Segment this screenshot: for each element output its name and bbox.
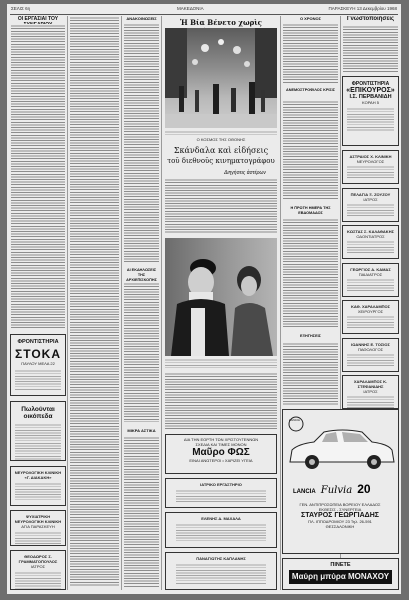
ad-stoka <box>10 334 66 396</box>
doctor-specialty: ΧΕΙΡΟΥΡΓΟΣ <box>357 309 384 314</box>
header-rule <box>10 14 398 15</box>
ad-lab <box>165 478 277 508</box>
ad-tailor <box>165 512 277 548</box>
ad-fos-line4: ΕΙΝΑΙ ΑΝΩΤΕΡΟΙ • ΧΑΡΙΖΕΙ ΥΓΕΙΑ <box>189 458 253 463</box>
ad-clinic-text <box>15 482 61 502</box>
doctor-ad <box>342 338 399 372</box>
column-rule <box>121 16 122 590</box>
ad-clinic-2 <box>10 510 66 546</box>
car-city: ΘΕΣΣΑΛΟΝΙΚΗ <box>325 524 355 529</box>
ad-stoka-title2: ΣΤΟΚΑ <box>15 347 61 361</box>
ad-clinic <box>10 466 66 506</box>
car-dealer: ΣΤΑΥΡΟΣ ΓΕΩΡΓΙΑΔΗΣ <box>301 512 379 519</box>
ad-beer <box>282 558 399 590</box>
car-model-line <box>293 478 395 496</box>
beer-line1: ΠΙΝΕΤΕ <box>330 562 351 568</box>
article-body <box>124 282 159 422</box>
column-rule <box>67 16 68 590</box>
car-drawing <box>284 414 398 474</box>
column-1 <box>10 16 66 592</box>
doctor-name: ΙΩΑΝΝΗΣ Ε. ΤΟΣΙΟΣ <box>351 341 390 347</box>
article-body <box>283 218 338 328</box>
issue-date: ΠΑΡΑΣΚΕΥΗ 13 Δεκεμβρίου 1968 <box>328 6 397 11</box>
doctor-ad-text <box>347 203 394 217</box>
beer-line2: Μαύρη μπύρα ΜΟΝΑΧΟΥ <box>291 572 390 581</box>
film-photo-drawing <box>165 238 277 356</box>
ad-clinic2-name: ΑΓΙΑ ΠΑΡΑΣΚΕΥΗ <box>21 524 55 529</box>
street-photo <box>165 28 277 128</box>
article-body <box>283 23 338 83</box>
photo-caption <box>165 358 277 368</box>
col4-heading: Ο ΧΡΟΝΟΣ <box>299 16 322 21</box>
ad-doctor <box>10 550 66 590</box>
ad-fos-line1: ΔΙΑ ΤΗΝ ΕΟΡΤΗ ΤΩΝ ΧΡΙΣΤΟΥΓΕΝΝΩΝ <box>183 437 259 442</box>
article-body <box>165 178 277 234</box>
right-column <box>342 16 399 409</box>
col4-sub2: Η ΠΡΩΤΗ ΗΜΕΡΑ ΤΗΣ ΕΒΔΟΜΑΔΟΣ <box>290 206 331 215</box>
doctor-specialty: ΠΑΙΔΙΑΤΡΟΣ <box>358 271 383 277</box>
col2-heading-2: ΜΙΚΡΑ ΑΣΤΙΚΑ <box>127 428 156 433</box>
article-body <box>165 372 277 430</box>
car-line1: ΓΕΝ. ΑΝΤΙΠΡΟΣΩΠΕΙΑ ΒΟΡΕΙΟΥ ΕΛΛΑΔΟΣ <box>299 502 381 507</box>
ad-doctor-title: ΘΕΟΔΩΡΟΣ Σ. ΓΡΑΜΜΑΤΟΠΟΥΛΟΣ <box>18 554 58 564</box>
notices-body <box>343 25 398 73</box>
ad-lab-text <box>176 489 266 503</box>
doctor-specialty: ΙΑΤΡΟΣ <box>363 196 378 202</box>
ad-plots-title: Πωλούνται οικόπεδα <box>21 406 55 420</box>
ad-stoka-title1: ΦΡΟΝΤΙΣΤΗΡΙΑ <box>17 339 59 345</box>
notices-title: Γνωστοποιήσεις <box>346 16 395 22</box>
doctor-name: ΠΕΛΑΓΙΑ Ξ. ΖΟΥΖΟΥ <box>350 191 391 197</box>
ad-doctor-line: ΙΑΤΡΟΣ <box>30 564 46 569</box>
col2-subheading: ΑΙ ΕΚΔΗΛΩΣΕΙΣ ΤΗΣ ΑΡΧΙΕΠΙΣΚΟΠΗΣ <box>126 268 157 282</box>
ad-epikouros-text <box>347 107 394 131</box>
doctor-ad <box>342 263 399 297</box>
ad-stoka-text <box>15 369 61 391</box>
ad-plots <box>10 401 66 461</box>
article-body <box>70 16 119 586</box>
doctor-name: ΧΑΡΑΛΑΜΠΟΣ Κ. ΣΤΕΦΑΝΙΔΗΣ <box>353 379 388 389</box>
ad-epikouros-line4: ΚΟΡΑΗ 5 <box>362 100 379 105</box>
article-body <box>124 23 159 263</box>
doctor-name: ΑΣΤΡΑΙΟΣ Χ. ΚΛΙΝΙΚΗ <box>349 154 392 159</box>
car-model: Fulvia <box>320 485 353 496</box>
byline: Διηγήσεις ἀστέρων <box>224 170 266 176</box>
doctor-specialty: ΙΑΤΡΟΣ <box>363 389 378 394</box>
ad-furn-title: ΠΑΝΑΓΙΩΤΗΣ ΚΑΠΛΑΝΗΣ <box>196 556 246 561</box>
column-rule <box>280 16 281 590</box>
ad-clinic2-text <box>15 531 61 546</box>
ad-plots-text <box>15 423 61 461</box>
column-2 <box>69 16 120 592</box>
column-rule <box>161 16 162 590</box>
ad-doctor-text <box>15 571 61 589</box>
car-dealer-info <box>287 502 393 529</box>
ad-lancia <box>282 409 399 554</box>
doctor-specialty: ΝΕΥΡΟΛΟΓΟΣ <box>356 159 385 164</box>
ad-tailor-title: ΕΛΕΝΗΣ Δ. ΜΑΧΑΛΑ <box>201 516 241 521</box>
doctor-ad <box>342 188 399 222</box>
doctor-ad-text <box>347 278 394 292</box>
col2-heading: ΑΝΑΚΟΙΝΩΣΕΙΣ <box>126 16 157 21</box>
article-title-1: Σκάνδαλα καὶ εἰδήσεις <box>173 146 269 155</box>
doctor-name: ΚΑΘ. ΧΑΡΑΛΑΜΠΟΣ <box>350 304 391 309</box>
ad-epikouros-line1: ΦΡΟΝΤΙΣΤΗΡΙΑ <box>351 81 390 87</box>
ad-epikouros <box>342 76 399 146</box>
doctor-ad-text <box>347 395 394 409</box>
ad-clinic2-title: ΨΥΧΙΑΤΡΙΚΗ ΝΕΥΡΟΛΟΓΙΚΗ ΚΛΙΝΙΚΗ <box>14 514 62 524</box>
col4-sub1: ΑΝΕΜΟΣΤΡΟΦΙΛΟΣ ΚΡΙΣΙΣ <box>285 88 336 92</box>
doctor-ad <box>342 300 399 334</box>
page-number: ΣΕΛΙΣ 6η <box>11 6 31 11</box>
car-address: ΠΛ. ΙΠΠΟΔΡΟΜΙΟΥ 23 Τηλ. 26-591 <box>308 519 372 524</box>
doctor-ad-text <box>347 165 394 179</box>
doctor-specialty: ΠΑΘΟΛΟΓΟΣ <box>357 346 384 352</box>
kicker: Ο ΚΟΣΜΟΣ ΤΗΣ ΟΘΟΝΗΣ <box>196 137 246 142</box>
ad-clinic-title: ΝΕΥΡΟΛΟΓΙΚΗ ΚΛΙΝΙΚΗ <box>14 470 62 475</box>
doctor-ad-text <box>347 315 394 329</box>
doctor-ad-text <box>347 240 394 254</box>
ad-fos-line3: Μαῦρο ΦΩΣ <box>192 447 250 458</box>
article-body <box>11 24 65 329</box>
col1-heading: ΟΙ ΕΡΓΑΣΙΑΙ ΤΟΥ <box>17 16 59 22</box>
lancia-logo-text: LANCIA <box>289 418 300 422</box>
column-3 <box>123 16 160 592</box>
beer-banner <box>289 570 392 584</box>
doctor-name: ΓΕΩΡΓΙΟΣ Α. ΚΑΜΑΣ <box>350 266 391 272</box>
car-model-number: 20 <box>357 482 371 496</box>
car-brand: LANCIA <box>293 489 316 495</box>
article-body <box>283 342 338 406</box>
ad-furn-text <box>176 563 266 585</box>
street-photo-drawing <box>165 28 277 128</box>
newspaper-page <box>7 4 401 594</box>
car-line2: ΕΚΘΕΣΙΣ - ΣΥΝΕΡΓΕΙΑ <box>318 507 362 512</box>
article-body <box>124 436 159 588</box>
article-body <box>283 100 338 200</box>
ad-furniture <box>165 552 277 590</box>
photo-caption <box>165 130 277 135</box>
center-column <box>163 16 279 592</box>
doctor-specialty: ΟΔΟΝΤΙΑΤΡΟΣ <box>356 234 385 239</box>
ad-epikouros-line2: «ΕΠΙΚΟΥΡΟΣ» <box>346 87 395 94</box>
article-title-2: τοῦ διεθνοῦς κινηματογράφου <box>167 157 275 165</box>
headline: Ἡ Βία Βένετο χωρὶς <box>180 18 262 27</box>
doctor-ad <box>342 375 399 409</box>
ad-lab-title: ΙΑΤΡΙΚΟ ΕΡΓΑΣΤΗΡΙΟ <box>200 482 242 487</box>
doctor-name: ΚΩΣΤΑΣ Σ. ΚΑΛΑΘΑΚΗΣ <box>347 229 394 234</box>
ad-clinic-name: «Γ. ΔΙΑΚΑΚΗ» <box>24 475 52 480</box>
ad-epikouros-line3: Ι.Σ. ΠΕΡΒΑΝΙΔΗ <box>349 94 392 100</box>
paper-name: ΜΑΚΕΔΟΝΙΑ <box>177 6 204 11</box>
film-photo <box>165 238 277 356</box>
ad-black-light <box>165 434 277 474</box>
doctor-ad-text <box>347 353 394 367</box>
ad-tailor-text <box>176 523 266 543</box>
col4-sub3: ΕΞΗΓΗΣΕΙΣ <box>300 334 321 338</box>
doctor-ad <box>342 150 399 184</box>
ad-stoka-line: ΠΑΥΛΟΥ ΜΕΛΑ 22 <box>21 361 55 366</box>
ad-fos-line2: ΣΧΕΔΙΑ ΚΑΙ ΤΙΜΕΣ ΜΟΝΟΝ <box>195 442 247 447</box>
doctor-ad <box>342 225 399 259</box>
